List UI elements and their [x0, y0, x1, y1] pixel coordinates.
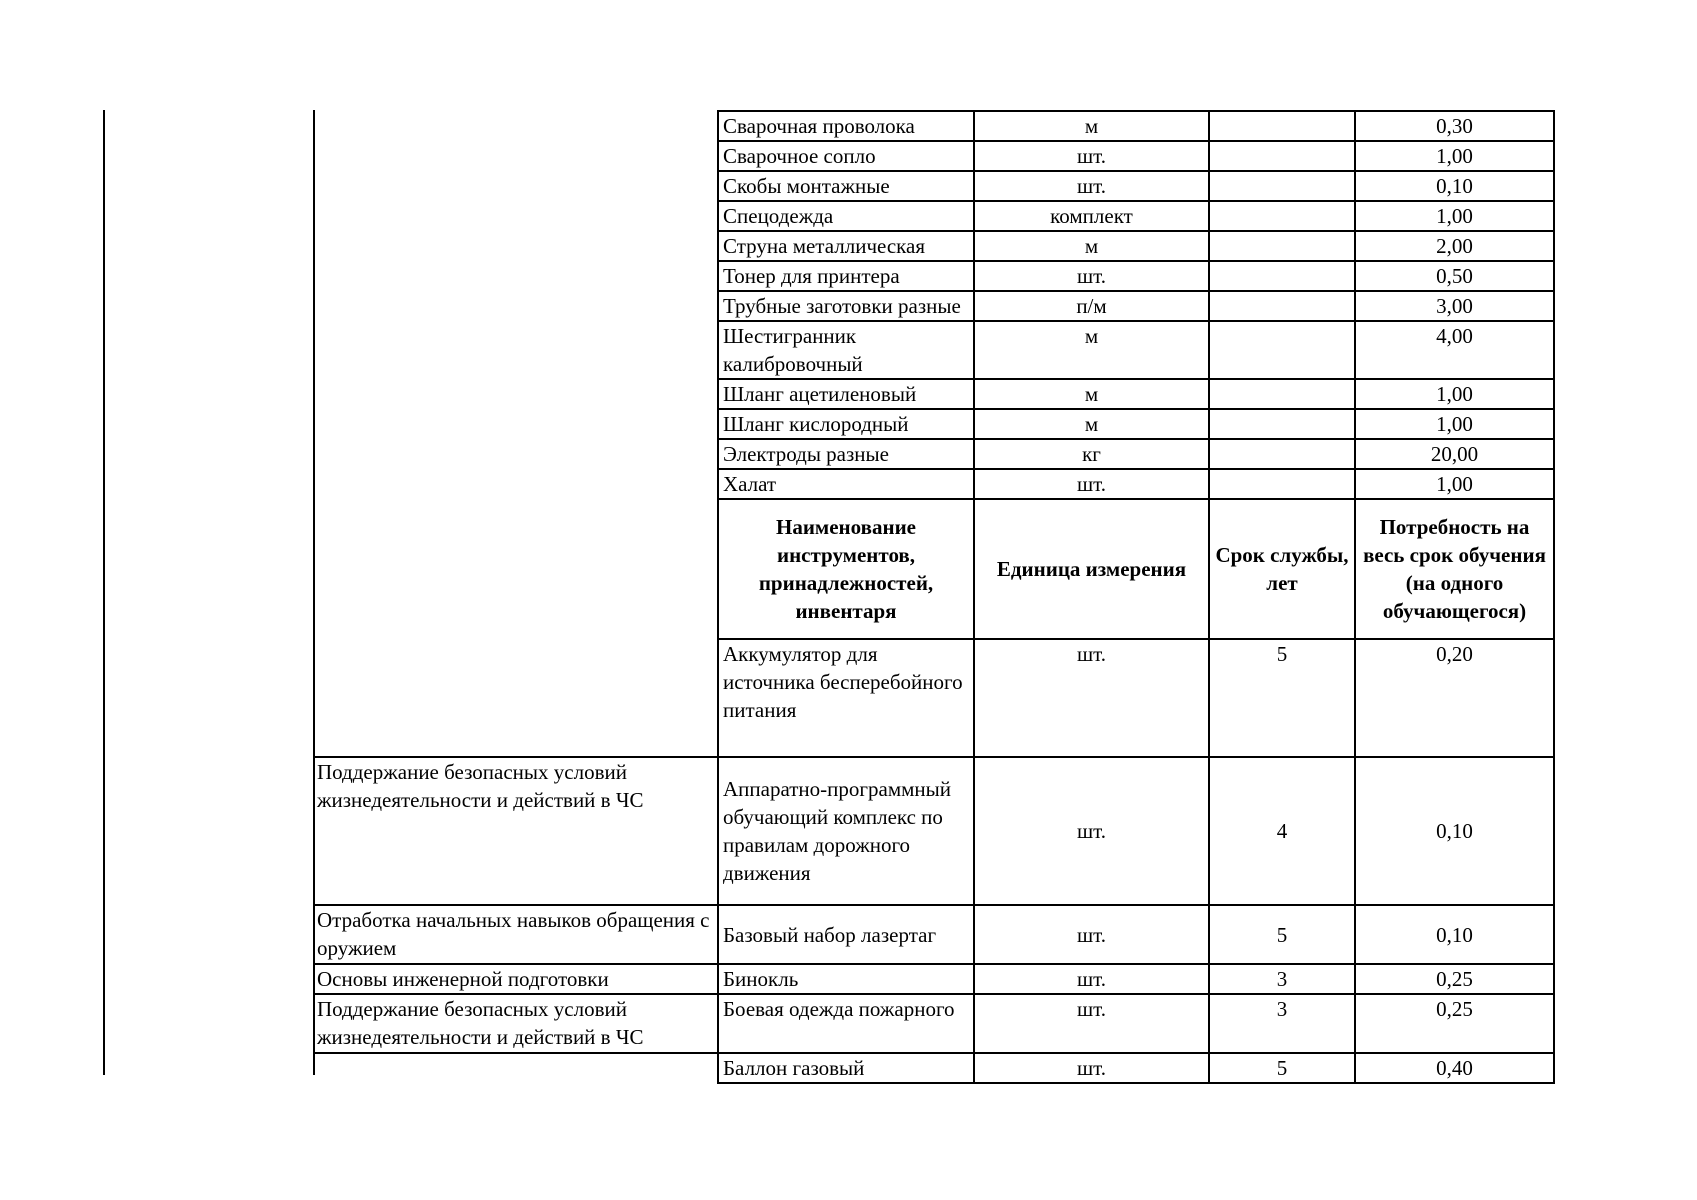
equipment-table	[313, 110, 1555, 1084]
item-life	[1209, 231, 1355, 261]
item-life	[1209, 379, 1355, 409]
item-need: 0,40	[1355, 1053, 1554, 1083]
topic-cell-empty	[313, 639, 718, 757]
item-name: Спецодежда	[718, 201, 974, 231]
item-life	[1209, 201, 1355, 231]
item-need: 20,00	[1355, 439, 1554, 469]
item-life: 4	[1209, 757, 1355, 905]
item-name: Скобы монтажные	[718, 171, 974, 201]
header-name: Наименование инструментов, принадлежностей, инвентаря	[718, 499, 974, 639]
item-need: 0,50	[1355, 261, 1554, 291]
item-name: Аккумулятор для источника бесперебойного питания	[718, 639, 974, 757]
item-life	[1209, 111, 1355, 141]
table-row	[313, 994, 1554, 1053]
header-need: Потребность на весь срок обучения (на одного обучающегося)	[1355, 499, 1554, 639]
item-unit: комплект	[974, 201, 1209, 231]
item-unit: шт.	[974, 905, 1209, 964]
item-unit: м	[974, 231, 1209, 261]
item-need: 0,20	[1355, 639, 1554, 757]
item-life: 5	[1209, 1053, 1355, 1083]
item-name: Тонер для принтера	[718, 261, 974, 291]
item-unit: шт.	[974, 141, 1209, 171]
item-unit: шт.	[974, 994, 1209, 1053]
item-life: 3	[1209, 964, 1355, 994]
left-margin-line	[103, 110, 105, 1075]
table-row	[313, 964, 1554, 994]
item-name: Электроды разные	[718, 439, 974, 469]
item-unit: шт.	[974, 1053, 1209, 1083]
item-need: 1,00	[1355, 379, 1554, 409]
item-name: Бинокль	[718, 964, 974, 994]
item-need: 0,10	[1355, 171, 1554, 201]
item-life	[1209, 469, 1355, 499]
item-life	[1209, 409, 1355, 439]
topic-cell: Основы инженерной подготовки	[313, 964, 718, 994]
item-unit: шт.	[974, 171, 1209, 201]
item-name: Базовый набор лазертаг	[718, 905, 974, 964]
item-unit: м	[974, 409, 1209, 439]
item-need: 0,25	[1355, 964, 1554, 994]
header-life: Срок службы, лет	[1209, 499, 1355, 639]
item-need: 2,00	[1355, 231, 1554, 261]
table-row	[313, 111, 1554, 141]
item-life	[1209, 439, 1355, 469]
header-unit: Единица измерения	[974, 499, 1209, 639]
item-need: 1,00	[1355, 469, 1554, 499]
item-need: 0,10	[1355, 905, 1554, 964]
item-unit: шт.	[974, 757, 1209, 905]
item-life	[1209, 141, 1355, 171]
item-name: Шланг кислородный	[718, 409, 974, 439]
table-row	[313, 757, 1554, 905]
topic-cell: Поддержание безопасных условий жизнедеятельности и действий в ЧС	[313, 994, 718, 1053]
item-unit: шт.	[974, 469, 1209, 499]
item-name: Струна металлическая	[718, 231, 974, 261]
item-need: 4,00	[1355, 321, 1554, 379]
item-life	[1209, 171, 1355, 201]
item-unit: м	[974, 321, 1209, 379]
item-name: Халат	[718, 469, 974, 499]
item-unit: шт.	[974, 964, 1209, 994]
item-name: Трубные заготовки разные	[718, 291, 974, 321]
item-name: Баллон газовый	[718, 1053, 974, 1083]
item-need: 0,10	[1355, 757, 1554, 905]
item-need: 0,25	[1355, 994, 1554, 1053]
topic-cell-empty	[313, 1053, 718, 1083]
item-life	[1209, 291, 1355, 321]
topic-cell: Отработка начальных навыков обращения с оружием	[313, 905, 718, 964]
item-life: 3	[1209, 994, 1355, 1053]
table-row	[313, 639, 1554, 757]
item-unit: п/м	[974, 291, 1209, 321]
item-name: Сварочная проволока	[718, 111, 974, 141]
topic-cell: Поддержание безопасных условий жизнедеятельности и действий в ЧС	[313, 757, 718, 905]
item-unit: кг	[974, 439, 1209, 469]
item-name: Боевая одежда пожарного	[718, 994, 974, 1053]
table-row	[313, 905, 1554, 964]
item-unit: шт.	[974, 639, 1209, 757]
item-need: 1,00	[1355, 141, 1554, 171]
item-need: 1,00	[1355, 409, 1554, 439]
item-need: 3,00	[1355, 291, 1554, 321]
item-life: 5	[1209, 905, 1355, 964]
item-name: Сварочное сопло	[718, 141, 974, 171]
item-name: Аппаратно-программный обучающий комплекс по правилам дорожного движения	[718, 757, 974, 905]
item-need: 0,30	[1355, 111, 1554, 141]
item-unit: м	[974, 379, 1209, 409]
item-life: 5	[1209, 639, 1355, 757]
item-name: Шестигранник калибровочный	[718, 321, 974, 379]
table-row	[313, 1053, 1554, 1083]
topic-cell-empty	[313, 111, 718, 639]
item-need: 1,00	[1355, 201, 1554, 231]
item-unit: шт.	[974, 261, 1209, 291]
item-life	[1209, 261, 1355, 291]
item-unit: м	[974, 111, 1209, 141]
item-name: Шланг ацетиленовый	[718, 379, 974, 409]
item-life	[1209, 321, 1355, 379]
